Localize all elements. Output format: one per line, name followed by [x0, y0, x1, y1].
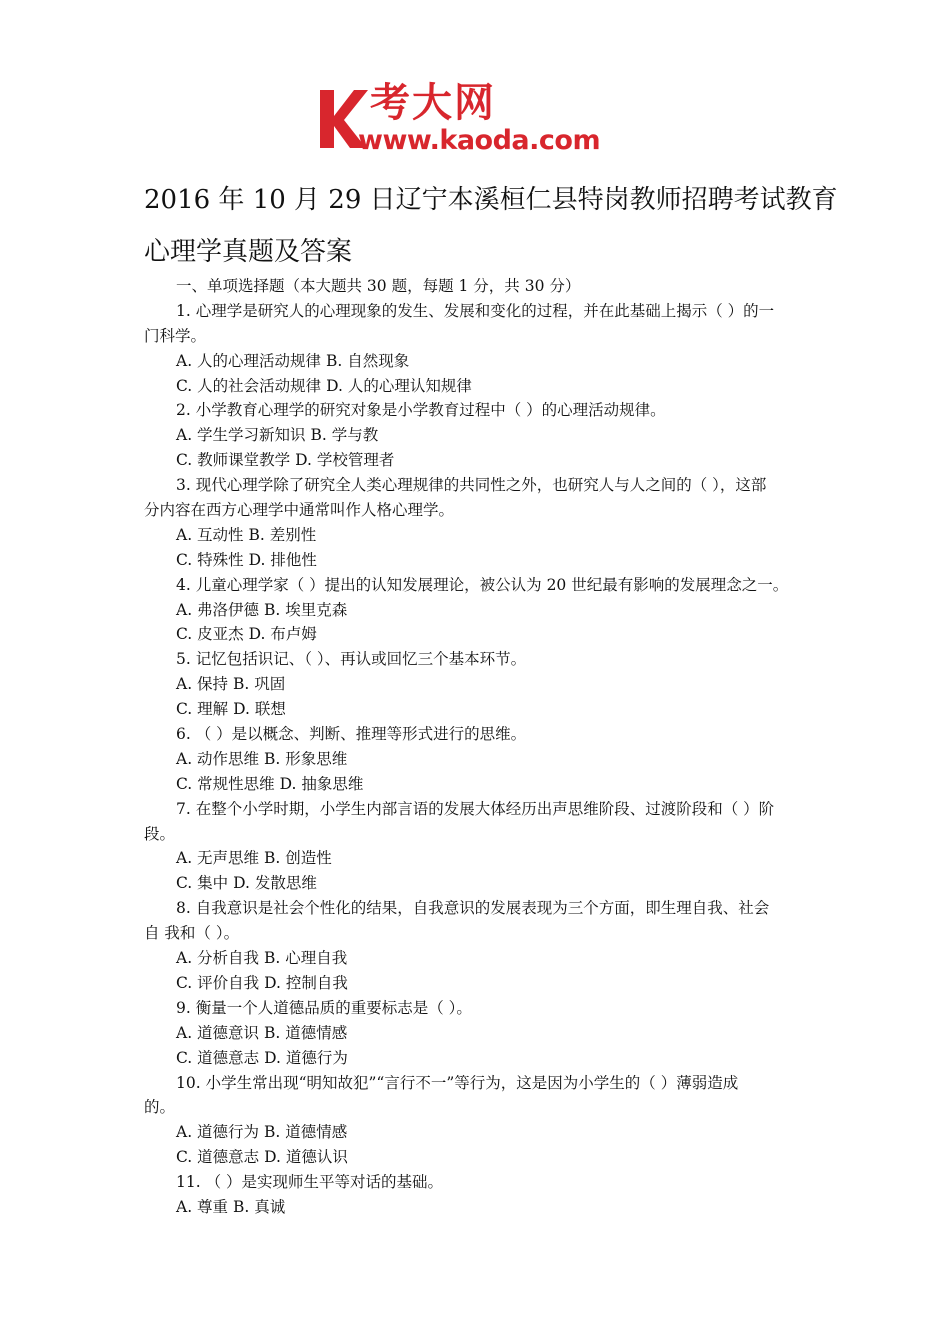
text-line: C. 道德意志 D. 道德认识 — [176, 1148, 348, 1167]
text-line: 分内容在西方心理学中通常叫作人格心理学。 — [144, 501, 455, 520]
text-line: C. 评价自我 D. 控制自我 — [176, 973, 348, 992]
text-line: A. 道德行为 B. 道德情感 — [176, 1123, 348, 1142]
text-line: A. 保持 B. 巩固 — [176, 675, 286, 694]
document-title-line-1: 2016 年 10 月 29 日辽宁本溪桓仁县特岗教师招聘考试教育 — [144, 185, 838, 215]
text-line: C. 教师课堂教学 D. 学校管理者 — [176, 451, 395, 470]
text-line: C. 特殊性 D. 排他性 — [176, 550, 317, 569]
text-line: 3. 现代心理学除了研究全人类心理规律的共同性之外，也研究人与人之间的（ ），这部 — [176, 476, 767, 495]
text-line: 自 我和（ ）。 — [144, 924, 240, 943]
question-list — [144, 274, 824, 1220]
text-line: 的。 — [144, 1098, 176, 1117]
text-line: 9. 衡量一个人道德品质的重要标志是（ ）。 — [176, 998, 472, 1017]
text-line: 11. （ ）是实现师生平等对话的基础。 — [176, 1173, 444, 1192]
text-line: A. 弗洛伊德 B. 埃里克森 — [176, 600, 348, 619]
text-line: A. 人的心理活动规律 B. 自然现象 — [176, 351, 410, 370]
text-line: 10. 小学生常出现“明知故犯”“言行不一”等行为，这是因为小学生的（ ）薄弱造成 — [176, 1073, 739, 1092]
text-line: A. 尊重 B. 真诚 — [176, 1197, 286, 1216]
text-line: C. 人的社会活动规律 D. 人的心理认知规律 — [176, 376, 472, 395]
text-line: C. 集中 D. 发散思维 — [176, 874, 317, 893]
text-line: 7. 在整个小学时期，小学生内部言语的发展大体经历出声思维阶段、过渡阶段和（ ）阶 — [176, 799, 775, 818]
text-line: C. 常规性思维 D. 抽象思维 — [176, 774, 364, 793]
text-line: 2. 小学教育心理学的研究对象是小学教育过程中（ ）的心理活动规律。 — [176, 401, 666, 420]
text-line: 4. 儿童心理学家（ ）提出的认知发展理论，被公认为 20 世纪最有影响的发展理念之一。 — [176, 575, 789, 594]
text-line: 段。 — [144, 824, 176, 843]
text-line: A. 动作思维 B. 形象思维 — [176, 749, 348, 768]
text-line: C. 理解 D. 联想 — [176, 700, 286, 719]
text-line: A. 无声思维 B. 创造性 — [176, 849, 332, 868]
kaoda-logo — [318, 80, 638, 160]
text-line: 1. 心理学是研究人的心理现象的发生、发展和变化的过程，并在此基础上揭示（ ）的一 — [176, 301, 775, 320]
text-line: A. 互动性 B. 差别性 — [176, 525, 317, 544]
logo-url-text: www.kaoda.com — [358, 125, 601, 156]
text-line: A. 学生学习新知识 B. 学与教 — [176, 426, 379, 445]
text-line: 一、单项选择题（本大题共 30 题，每题 1 分，共 30 分） — [176, 277, 581, 295]
text-line: 门科学。 — [144, 326, 207, 345]
text-line: A. 分析自我 B. 心理自我 — [176, 949, 348, 968]
text-line: A. 道德意识 B. 道德情感 — [176, 1023, 348, 1042]
text-line: 6. （ ）是以概念、判断、推理等形式进行的思维。 — [176, 725, 527, 744]
text-line: 8. 自我意识是社会个性化的结果，自我意识的发展表现为三个方面，即生理自我、社会 — [176, 899, 770, 918]
text-line: C. 道德意志 D. 道德行为 — [176, 1048, 348, 1067]
logo-brand-text: 考大网 — [370, 80, 496, 126]
document-title-line-2: 心理学真题及答案 — [144, 237, 353, 267]
text-line: 5. 记忆包括识记、（ ）、再认或回忆三个基本环节。 — [176, 650, 527, 669]
text-line: C. 皮亚杰 D. 布卢姆 — [176, 625, 317, 644]
